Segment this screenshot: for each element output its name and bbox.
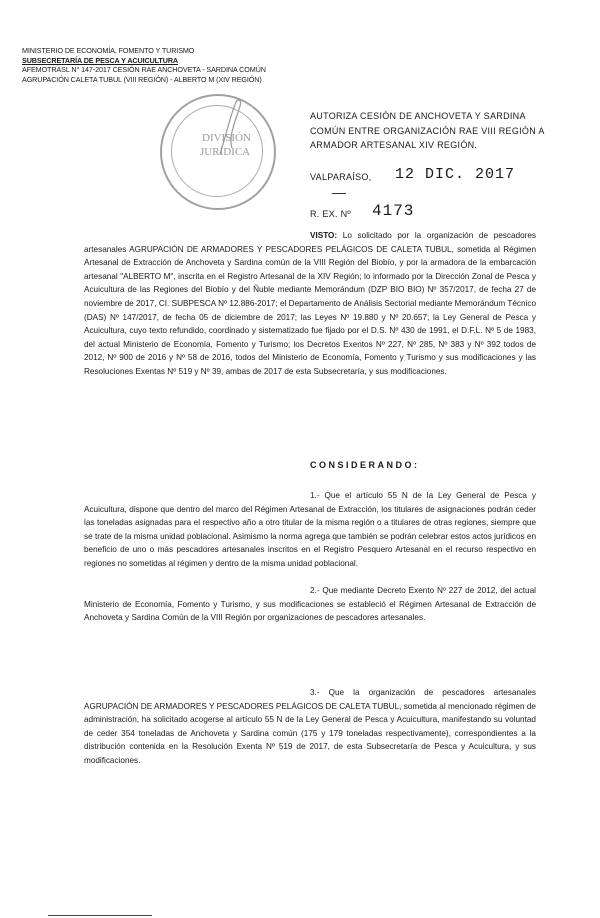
exento-label: R. EX. Nº <box>310 209 351 219</box>
visto-label: VISTO: <box>310 231 338 240</box>
visto-text: Lo solicitado por la organización de pescadores artesanales AGRUPACIÓN DE ARMADORES Y PESCADORES PELÁGICOS DE CALETA TUBUL, sometida al Régimen Artesanal de Extracción de Anchoveta y Sardina común de la VIII Región del Biobío, y por la armadora de la embarcación artesanal "ALBERTO M", inscrita en el Registro Artesanal de la XIV Región; lo informado por la Dirección Zonal de Pesca y Acuicultura de las Regiones del Biobío y del Ñuble mediante Memorándum (DZP BIO BIO) Nº 357/2017, de fecha 27 de noviembre de 2017, CI. SUBPESCA Nº 12.886-2017; el Departamento de Análisis Sectorial mediante Memorándum Técnico (DAS) Nº 147/2017, de fecha 05 de diciembre de 2017; las Leyes Nº 19.880 y Nº 20.657; la Ley General de Pesca y Acuicultura, cuyo texto refundido, coordinado y sistematizado fue fijado por el D.S. Nº 430 de 1991, el D.F.L. Nº 5 de 1983, del actual Ministerio de Economía, Fomento y Turismo; los Decretos Exentos Nº 227, Nº 285, Nº 383 y Nº 392 todos de 2012, Nº 900 de 2016 y Nº 58 de 2016, todos del Ministerio de Economía, Fomento y Turismo y sus modificaciones y las Resoluciones Exentas Nº 519 y Nº 39, ambas de 2017 de esta Subsecretaría, y sus modificaciones. <box>84 231 536 376</box>
division-juridica-stamp <box>160 94 276 210</box>
parties-line: AGRUPACIÓN CALETA TUBUL (VIII REGIÓN) - ALBERTO M (XIV REGIÓN) <box>22 74 262 84</box>
separator-dash <box>332 193 346 194</box>
letterhead <box>22 46 302 84</box>
considerando-1-text: 1.- Que el artículo 55 N de la Ley General de Pesca y Acuicultura, dispone que dentro del marco del Régimen Artesanal de Extracción, los titulares de asignaciones podrán ceder las toneladas asignadas para el respectivo año a otro titular de la misma región o a titulares de otras regiones, siempre que se trate de la misma unidad poblacional. Asimismo la norma agrega que también se podrán celebrar estos actos jurídicos en beneficio de uno o más pescadores artesanales inscritos en el Registro Pesquero Artesanal en el recurso respectivo en regiones no sometidas al régimen y dentro de la misma unidad poblacional. <box>84 491 536 568</box>
reference-line: AFEMOTRASL N° 147-2017 CESIÓN RAE ANCHOVETA - SARDINA COMÚN <box>22 65 266 75</box>
stamp-line-1: DIVISIÓN <box>202 132 251 144</box>
subsecretariat-name: SUBSECRETARÍA DE PESCA Y ACUICULTURA <box>22 55 178 65</box>
considerando-3 <box>84 686 536 768</box>
footer-rule <box>48 915 152 916</box>
stamp-line-2: JURÍDICA <box>200 146 251 158</box>
exento-number: 4173 <box>372 202 415 220</box>
ministry-name: MINISTERIO DE ECONOMÍA, FOMENTO Y TURISMO <box>22 46 195 55</box>
considerando-3-text: 3.- Que la organización de pescadores artesanales AGRUPACIÓN DE ARMADORES Y PESCADORES PELÁGICOS DE CALETA TUBUL, sometida al mencionado régimen de administración, ha solicitado acogerse al artículo 55 N de la Ley General de Pesca y Acuicultura, manifestando su voluntad de ceder 354 toneladas de Anchoveta y Sardina común (175 y 179 toneladas respectivamente), correspondientes a la distribución contenida en la Resolución Exenta Nº 519 de 2017, de esta Subsecretaría de Pesca y Acuicultura, y sus modificaciones. <box>84 688 536 765</box>
resolution-date: 12 DIC. 2017 <box>395 166 516 183</box>
visto-paragraph <box>84 229 536 379</box>
place-label: VALPARAÍSO, <box>310 172 372 182</box>
considerando-2-text: 2.- Que mediante Decreto Exento Nº 227 de 2012, del actual Ministerio de Economía, Fomento y Turismo, y sus modificaciones se estableció el Régimen Artesanal de Extracción de Anchoveta y Sardina Común de la VIII Región por organizaciones de pescadores artesanales. <box>84 586 536 623</box>
resolution-subject: AUTORIZA CESIÓN DE ANCHOVETA Y SARDINA COMÚN ENTRE ORGANIZACIÓN RAE VIII REGIÓN A ARMADOR ARTESANAL XIV REGIÓN. <box>310 111 545 150</box>
considerando-heading: CONSIDERANDO: <box>310 460 420 470</box>
considerando-2 <box>84 584 536 625</box>
considerando-1 <box>84 489 536 571</box>
